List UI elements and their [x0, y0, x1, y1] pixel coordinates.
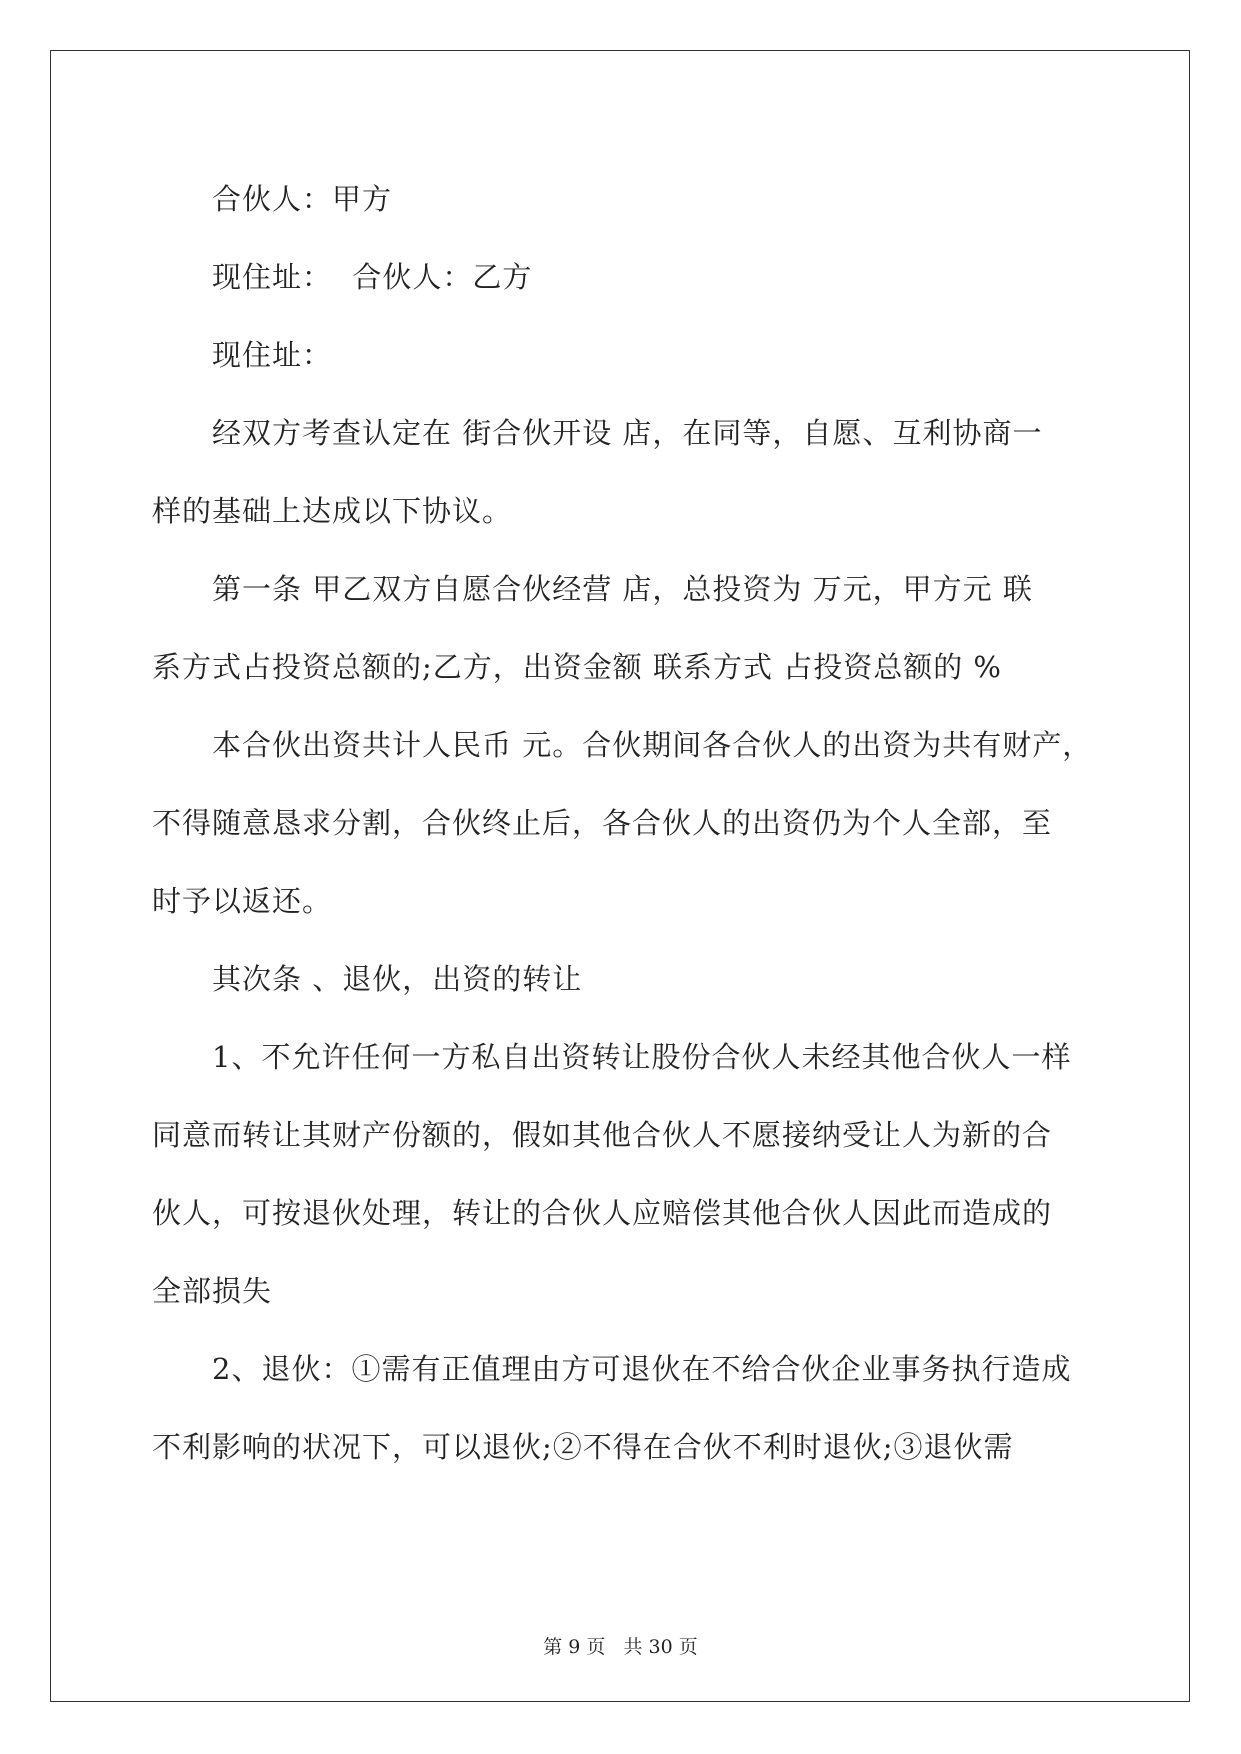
text-line: 本合伙出资共计人民币 元。合伙期间各合伙人的出资为共有财产， [212, 728, 1093, 762]
text-line: 伙人，可按退伙处理，转让的合伙人应赔偿其他合伙人因此而造成的 [152, 1196, 1053, 1230]
text-line: 其次条 、退伙，出资的转让 [212, 962, 583, 996]
text-line: 第一条 甲乙双方自愿合伙经营 店，总投资为 万元，甲方元 联 [212, 572, 1033, 606]
document-body [152, 160, 1092, 1486]
text-line: 现住址： 合伙人：乙方 [212, 260, 533, 294]
text-line: 1、不允许任何一方私自出资转让股份合伙人未经其他合伙人一样 [212, 1040, 1072, 1074]
text-line: 不利影响的状况下，可以退伙;②不得在合伙不利时退伙;③退伙需 [152, 1430, 1014, 1464]
text-line: 2、退伙：①需有正值理由方可退伙在不给合伙企业事务执行造成 [212, 1352, 1072, 1386]
paragraph [152, 940, 1092, 1018]
text-line: 同意而转让其财产份额的，假如其他合伙人不愿接纳受让人为新的合 [152, 1118, 1053, 1152]
text-line: 现住址： [212, 338, 333, 372]
text-line: 不得随意恳求分割，合伙终止后，各合伙人的出资仍为个人全部，至 [152, 806, 1053, 840]
text-line: 全部损失 [152, 1274, 273, 1308]
page-number-label: 第 9 页 共 30 页 [543, 1636, 698, 1658]
page-footer [0, 1632, 1241, 1659]
text-line: 合伙人：甲方 [212, 182, 393, 216]
text-line: 经双方考查认定在 街合伙开设 店，在同等，自愿、互利协商一 [212, 416, 1043, 450]
paragraph [152, 1018, 1092, 1330]
text-line: 样的基础上达成以下协议。 [152, 494, 513, 528]
paragraph [152, 160, 1092, 238]
paragraph [152, 394, 1092, 550]
paragraph [152, 550, 1092, 706]
paragraph [152, 316, 1092, 394]
paragraph [152, 706, 1092, 940]
text-line: 系方式占投资总额的;乙方，出资金额 联系方式 占投资总额的 % [152, 650, 1002, 684]
text-line: 时予以返还。 [152, 884, 333, 918]
paragraph [152, 1330, 1092, 1486]
paragraph [152, 238, 1092, 316]
